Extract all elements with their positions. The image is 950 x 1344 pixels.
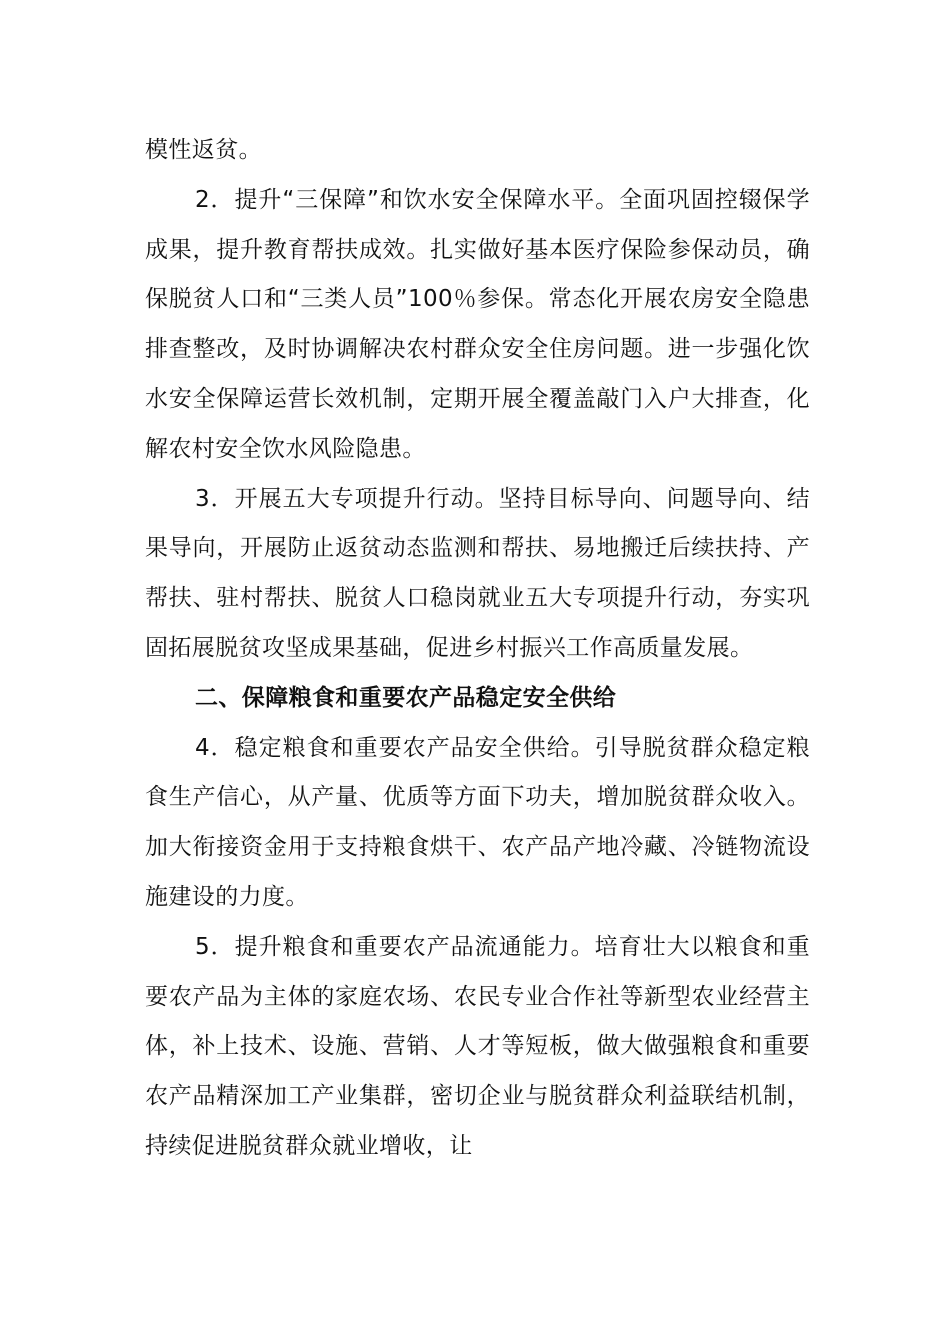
paragraph-item-5: 5．提升粮食和重要农产品流通能力。培育壮大以粮食和重要农产品为主体的家庭农场、农民专业合作社等新型农业经营主体，补上技术、设施、营销、人才等短板，做大做强粮食和重要农产品精深加工产业集群，密切企业与脱贫群众利益联结机制，持续促进脱贫群众就业增收，让 [145,933,810,1159]
paragraph-continuation: 模性返贫。 [145,137,262,163]
document-body [145,126,810,1172]
paragraph-item-2: 2．提升“三保障”和饮水安全保障水平。全面巩固控辍保学成果，提升教育帮扶成效。扎实做好基本医疗保险参保动员，确保脱贫人口和“三类人员”100％参保。常态化开展农房安全隐患排查整改，及时协调解决农村群众安全住房问题。进一步强化饮水安全保障运营长效机制，定期开展全覆盖敲门入户大排查，化解农村安全饮水风险隐患。 [145,186,810,462]
paragraph-item-4: 4．稳定粮食和重要农产品安全供给。引导脱贫群众稳定粮食生产信心，从产量、优质等方面下功夫，增加脱贫群众收入。加大衔接资金用于支持粮食烘干、农产品产地冷藏、冷链物流设施建设的力度。 [145,734,810,910]
paragraph-item-3: 3．开展五大专项提升行动。坚持目标导向、问题导向、结果导向，开展防止返贫动态监测和帮扶、易地搬迁后续扶持、产帮扶、驻村帮扶、脱贫人口稳岗就业五大专项提升行动，夯实巩固拓展脱贫攻坚成果基础，促进乡村振兴工作高质量发展。 [145,485,810,661]
section-heading: 二、保障粮食和重要农产品稳定安全供给 [195,684,617,711]
